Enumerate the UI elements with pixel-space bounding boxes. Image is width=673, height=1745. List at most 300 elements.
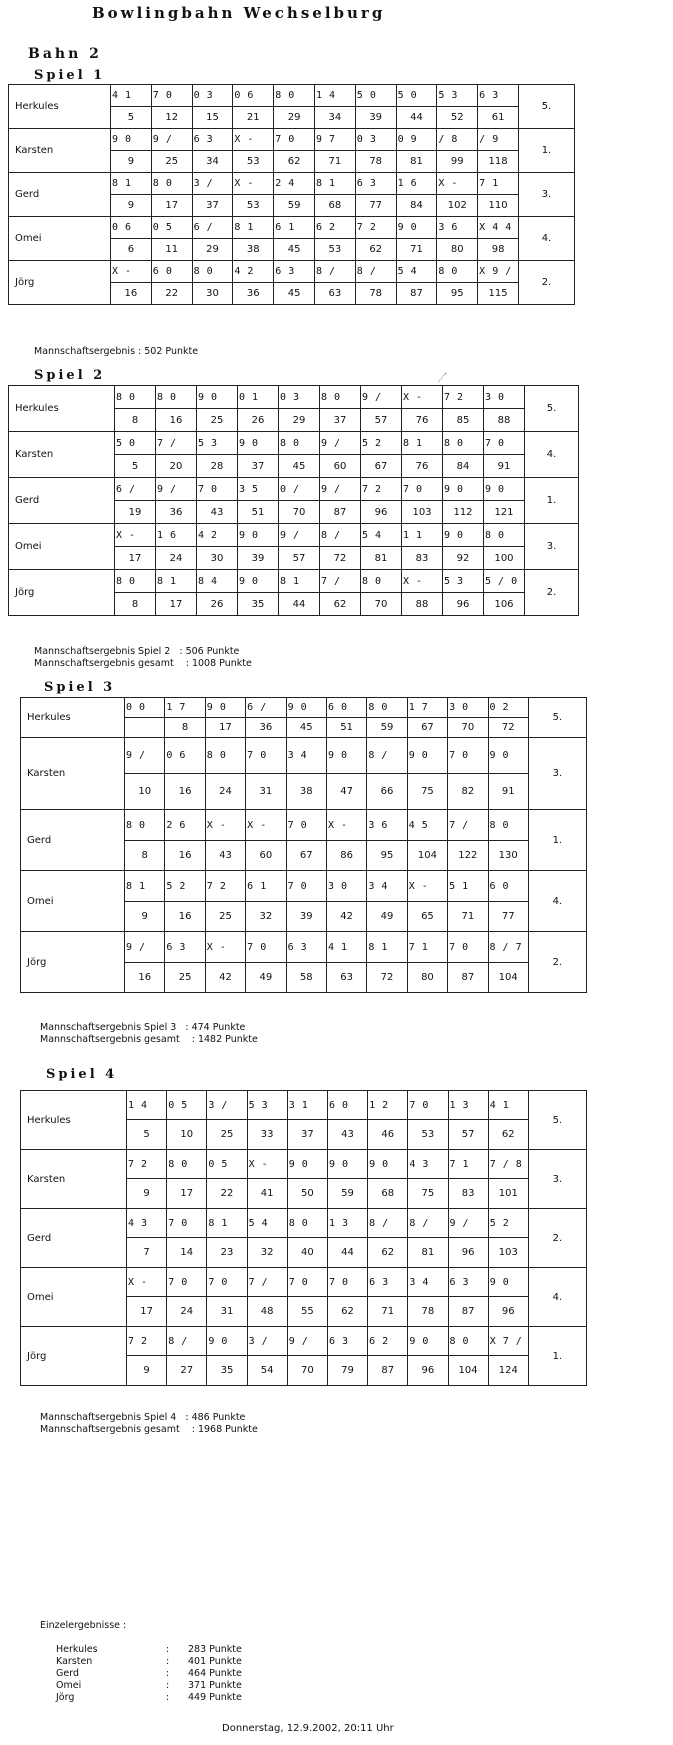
frame-cumulative-score: 29 [279, 409, 320, 432]
player-rank: 3. [528, 738, 586, 810]
frame-cumulative-score: 20 [156, 455, 197, 478]
frame-rolls: 9 0 [287, 1150, 327, 1179]
frame-rolls: 3 1 [287, 1091, 327, 1120]
player-roll-row [9, 173, 575, 195]
player-roll-row [9, 129, 575, 151]
frame-cumulative-score: 30 [192, 283, 233, 305]
frame-cumulative-score: 34 [192, 151, 233, 173]
frame-cumulative-score: 53 [233, 195, 274, 217]
frame-rolls: 5 0 [396, 85, 437, 107]
frame-rolls: 2 6 [165, 810, 205, 841]
frame-cumulative-score: 57 [448, 1120, 488, 1150]
frame-cumulative-score: 87 [368, 1356, 408, 1386]
frame-cumulative-score: 78 [355, 283, 396, 305]
player-roll-row [9, 386, 579, 409]
frame-rolls: 0 / [279, 478, 320, 501]
frame-rolls: 0 5 [167, 1091, 207, 1120]
frame-cumulative-score: 80 [437, 239, 478, 261]
frame-rolls: 1 4 [314, 85, 355, 107]
frame-rolls: 6 3 [286, 932, 326, 963]
frame-cumulative-score: 25 [207, 1120, 247, 1150]
frame-cumulative-score: 8 [165, 718, 205, 738]
frame-cumulative-score: 48 [247, 1297, 287, 1327]
frame-rolls: 8 / [368, 1209, 408, 1238]
frame-rolls: 0 1 [238, 386, 279, 409]
player-rank: 5. [528, 1091, 586, 1150]
separator: : [166, 1644, 170, 1655]
frame-cumulative-score: 62 [327, 1297, 367, 1327]
frame-rolls: 9 0 [197, 386, 238, 409]
frame-cumulative-score: 84 [396, 195, 437, 217]
frame-cumulative-score: 92 [443, 547, 484, 570]
frame-rolls: 8 1 [207, 1209, 247, 1238]
frame-cumulative-score: 55 [287, 1297, 327, 1327]
frame-rolls: 4 1 [326, 932, 366, 963]
frame-cumulative-score [125, 718, 165, 738]
frame-rolls: X - [326, 810, 366, 841]
frame-rolls: 6 3 [274, 261, 315, 283]
frame-rolls: 1 3 [327, 1209, 367, 1238]
frame-rolls: 5 0 [115, 432, 156, 455]
frame-cumulative-score: 50 [287, 1179, 327, 1209]
team-result-line: Mannschaftsergebnis Spiel 3 : 474 Punkte [40, 1022, 246, 1033]
frame-cumulative-score: 67 [407, 718, 447, 738]
frame-rolls: 9 / [320, 432, 361, 455]
frame-rolls: 1 1 [402, 524, 443, 547]
frame-rolls: 7 0 [246, 738, 286, 774]
frame-cumulative-score: 100 [484, 547, 525, 570]
frame-rolls: 1 6 [396, 173, 437, 195]
frame-rolls: 7 2 [361, 478, 402, 501]
frame-cumulative-score: 31 [207, 1297, 247, 1327]
frame-rolls: 8 / [314, 261, 355, 283]
frame-cumulative-score: 45 [274, 283, 315, 305]
frame-rolls: 0 5 [207, 1150, 247, 1179]
frame-cumulative-score: 82 [448, 774, 488, 810]
frame-cumulative-score: 17 [156, 593, 197, 616]
frame-cumulative-score: 39 [355, 107, 396, 129]
frame-cumulative-score: 42 [205, 963, 245, 993]
frame-rolls: 1 6 [156, 524, 197, 547]
frame-cumulative-score: 53 [408, 1120, 448, 1150]
frame-rolls: 9 0 [407, 738, 447, 774]
frame-rolls: 8 0 [274, 85, 315, 107]
frame-rolls: 9 / [151, 129, 192, 151]
frame-rolls: 9 7 [314, 129, 355, 151]
frame-cumulative-score: 36 [233, 283, 274, 305]
scoresheet-table [20, 1090, 587, 1386]
frame-rolls: 2 4 [274, 173, 315, 195]
player-name: Karsten [9, 432, 115, 478]
player-name: Karsten [21, 1150, 127, 1209]
frame-cumulative-score: 37 [192, 195, 233, 217]
frame-rolls: 9 0 [238, 432, 279, 455]
frame-cumulative-score: 87 [448, 1297, 488, 1327]
player-name: Karsten [9, 129, 111, 173]
scoresheet-table [8, 84, 575, 305]
frame-rolls: 9 0 [286, 698, 326, 718]
team-result [40, 1412, 258, 1436]
frame-rolls: 9 0 [488, 738, 528, 774]
frame-rolls: 8 / [367, 738, 407, 774]
player-roll-row [21, 1091, 587, 1120]
frame-rolls: 0 3 [355, 129, 396, 151]
player-name: Omei [21, 1268, 127, 1327]
frame-cumulative-score: 62 [320, 593, 361, 616]
team-result [34, 646, 252, 670]
player-rank: 2. [518, 261, 574, 305]
frame-cumulative-score: 96 [448, 1238, 488, 1268]
frame-rolls: 9 0 [238, 570, 279, 593]
frame-rolls: 4 3 [127, 1209, 167, 1238]
frame-cumulative-score: 37 [287, 1120, 327, 1150]
frame-cumulative-score: 103 [402, 501, 443, 524]
frame-rolls: 7 2 [127, 1150, 167, 1179]
frame-cumulative-score: 21 [233, 107, 274, 129]
frame-cumulative-score: 5 [111, 107, 152, 129]
lane-heading: Bahn 2 [28, 46, 102, 62]
frame-rolls: 9 0 [205, 698, 245, 718]
frame-cumulative-score: 45 [274, 239, 315, 261]
individual-player-name: Herkules [56, 1644, 98, 1655]
individual-heading: Einzelergebnisse : [40, 1620, 127, 1631]
player-roll-row [21, 810, 587, 841]
individual-player-points: 283 Punkte [188, 1644, 242, 1655]
individual-player-name: Karsten [56, 1656, 93, 1667]
player-rank: 5. [525, 386, 579, 432]
frame-rolls: 8 / [408, 1209, 448, 1238]
frame-cumulative-score: 115 [478, 283, 519, 305]
frame-rolls: 8 0 [115, 386, 156, 409]
frame-rolls: 6 / [246, 698, 286, 718]
frame-rolls: 4 2 [233, 261, 274, 283]
frame-rolls: 8 0 [156, 386, 197, 409]
frame-rolls: 6 2 [314, 217, 355, 239]
frame-rolls: 6 3 [355, 173, 396, 195]
frame-cumulative-score: 37 [320, 409, 361, 432]
frame-cumulative-score: 81 [408, 1238, 448, 1268]
team-result-line: Mannschaftsergebnis Spiel 4 : 486 Punkte [40, 1412, 246, 1423]
player-rank: 1. [525, 478, 579, 524]
frame-cumulative-score: 31 [246, 774, 286, 810]
frame-cumulative-score: 62 [274, 151, 315, 173]
separator: : [166, 1680, 170, 1691]
frame-rolls: 7 0 [197, 478, 238, 501]
player-name: Gerd [9, 478, 115, 524]
frame-cumulative-score: 9 [111, 151, 152, 173]
frame-cumulative-score: 45 [286, 718, 326, 738]
frame-rolls: 8 1 [111, 173, 152, 195]
player-roll-row [21, 738, 587, 774]
frame-rolls: 9 / [320, 478, 361, 501]
frame-rolls: 5 3 [247, 1091, 287, 1120]
frame-rolls: 5 1 [448, 871, 488, 902]
frame-cumulative-score: 62 [488, 1120, 528, 1150]
frame-cumulative-score: 7 [127, 1238, 167, 1268]
frame-rolls: 9 0 [484, 478, 525, 501]
frame-cumulative-score: 99 [437, 151, 478, 173]
frame-rolls: 3 4 [286, 738, 326, 774]
frame-cumulative-score: 70 [279, 501, 320, 524]
frame-cumulative-score: 44 [327, 1238, 367, 1268]
frame-cumulative-score: 37 [238, 455, 279, 478]
frame-rolls: 9 / [448, 1209, 488, 1238]
frame-cumulative-score: 39 [286, 902, 326, 932]
frame-cumulative-score: 57 [361, 409, 402, 432]
frame-rolls: 9 / [279, 524, 320, 547]
frame-rolls: 8 / [167, 1327, 207, 1356]
frame-cumulative-score: 104 [448, 1356, 488, 1386]
frame-cumulative-score: 54 [247, 1356, 287, 1386]
player-name: Omei [21, 871, 125, 932]
frame-rolls: 0 9 [396, 129, 437, 151]
player-name: Jörg [21, 932, 125, 993]
frame-rolls: 4 3 [408, 1150, 448, 1179]
individual-results [40, 1596, 242, 1704]
team-result [34, 346, 198, 358]
frame-rolls: 9 0 [207, 1327, 247, 1356]
frame-rolls: 3 5 [238, 478, 279, 501]
frame-rolls: X - [402, 570, 443, 593]
frame-rolls: 4 5 [407, 810, 447, 841]
frame-rolls: X - [127, 1268, 167, 1297]
frame-cumulative-score: 52 [437, 107, 478, 129]
frame-cumulative-score: 29 [274, 107, 315, 129]
frame-rolls: X - [111, 261, 152, 283]
frame-rolls: 3 6 [437, 217, 478, 239]
separator: : [166, 1668, 170, 1679]
frame-cumulative-score: 5 [127, 1120, 167, 1150]
player-roll-row [21, 932, 587, 963]
frame-rolls: 3 4 [367, 871, 407, 902]
frame-rolls: 6 3 [448, 1268, 488, 1297]
frame-rolls: 8 / [355, 261, 396, 283]
frame-cumulative-score: 16 [125, 963, 165, 993]
individual-player-name: Omei [56, 1680, 82, 1691]
frame-rolls: 6 2 [368, 1327, 408, 1356]
frame-cumulative-score: 26 [238, 409, 279, 432]
frame-rolls: 0 6 [165, 738, 205, 774]
frame-rolls: 7 / [448, 810, 488, 841]
frame-cumulative-score: 83 [402, 547, 443, 570]
frame-cumulative-score: 95 [367, 841, 407, 871]
frame-cumulative-score: 103 [488, 1238, 528, 1268]
team-result-line: Mannschaftsergebnis : 502 Punkte [34, 346, 199, 357]
frame-cumulative-score: 47 [326, 774, 366, 810]
frame-rolls: 7 0 [286, 871, 326, 902]
frame-cumulative-score: 75 [408, 1179, 448, 1209]
frame-rolls: 7 2 [205, 871, 245, 902]
frame-rolls: 1 2 [368, 1091, 408, 1120]
frame-cumulative-score: 51 [238, 501, 279, 524]
frame-cumulative-score: 83 [448, 1179, 488, 1209]
frame-rolls: 1 7 [165, 698, 205, 718]
frame-rolls: X - [247, 1150, 287, 1179]
frame-cumulative-score: 59 [274, 195, 315, 217]
frame-cumulative-score: 70 [361, 593, 402, 616]
frame-cumulative-score: 24 [156, 547, 197, 570]
frame-cumulative-score: 91 [488, 774, 528, 810]
frame-cumulative-score: 70 [448, 718, 488, 738]
player-rank: 4. [528, 1268, 586, 1327]
frame-rolls: 6 / [192, 217, 233, 239]
frame-cumulative-score: 101 [488, 1179, 528, 1209]
frame-cumulative-score: 36 [246, 718, 286, 738]
frame-cumulative-score: 88 [484, 409, 525, 432]
frame-cumulative-score: 80 [407, 963, 447, 993]
frame-rolls: 6 / [115, 478, 156, 501]
team-result-line: Mannschaftsergebnis Spiel 2 : 506 Punkte [34, 646, 240, 657]
frame-rolls: 9 0 [327, 1150, 367, 1179]
player-roll-row [21, 698, 587, 718]
frame-rolls: 7 0 [287, 1268, 327, 1297]
frame-cumulative-score: 78 [408, 1297, 448, 1327]
frame-rolls: 8 0 [279, 432, 320, 455]
frame-rolls: 7 0 [246, 932, 286, 963]
frame-cumulative-score: 5 [115, 455, 156, 478]
frame-rolls: 9 / [125, 738, 165, 774]
frame-cumulative-score: 12 [151, 107, 192, 129]
team-result-line: Mannschaftsergebnis gesamt : 1968 Punkte [40, 1424, 258, 1435]
frame-rolls: 7 0 [286, 810, 326, 841]
frame-cumulative-score: 49 [246, 963, 286, 993]
frame-cumulative-score: 76 [402, 455, 443, 478]
frame-cumulative-score: 14 [167, 1238, 207, 1268]
frame-rolls: 8 1 [233, 217, 274, 239]
frame-cumulative-score: 87 [396, 283, 437, 305]
frame-cumulative-score: 16 [156, 409, 197, 432]
frame-rolls: X - [233, 129, 274, 151]
frame-cumulative-score: 46 [368, 1120, 408, 1150]
frame-rolls: X - [407, 871, 447, 902]
player-roll-row [9, 432, 579, 455]
game-title: Spiel 2 [34, 368, 106, 383]
frame-rolls: 0 5 [151, 217, 192, 239]
frame-cumulative-score: 60 [320, 455, 361, 478]
frame-rolls: 4 1 [111, 85, 152, 107]
frame-cumulative-score: 102 [437, 195, 478, 217]
frame-rolls: 8 0 [443, 432, 484, 455]
frame-rolls: 9 0 [396, 217, 437, 239]
frame-cumulative-score: 25 [151, 151, 192, 173]
frame-rolls: 8 4 [197, 570, 238, 593]
frame-cumulative-score: 61 [478, 107, 519, 129]
frame-cumulative-score: 87 [448, 963, 488, 993]
frame-cumulative-score: 44 [396, 107, 437, 129]
player-rank: 1. [528, 810, 586, 871]
frame-cumulative-score: 57 [279, 547, 320, 570]
frame-rolls: 7 1 [407, 932, 447, 963]
frame-cumulative-score: 28 [197, 455, 238, 478]
frame-cumulative-score: 63 [314, 283, 355, 305]
frame-rolls: 9 0 [368, 1150, 408, 1179]
frame-rolls: 5 3 [443, 570, 484, 593]
frame-cumulative-score: 26 [197, 593, 238, 616]
frame-cumulative-score: 25 [165, 963, 205, 993]
frame-rolls: X - [246, 810, 286, 841]
frame-rolls: 7 0 [167, 1268, 207, 1297]
frame-rolls: 1 7 [407, 698, 447, 718]
player-roll-row [9, 217, 575, 239]
frame-rolls: 0 0 [125, 698, 165, 718]
frame-rolls: 7 0 [448, 738, 488, 774]
frame-cumulative-score: 96 [361, 501, 402, 524]
player-name: Jörg [21, 1327, 127, 1386]
frame-rolls: 8 0 [361, 570, 402, 593]
frame-cumulative-score: 17 [167, 1179, 207, 1209]
frame-cumulative-score: 72 [320, 547, 361, 570]
frame-rolls: / 9 [478, 129, 519, 151]
frame-rolls: 8 0 [205, 738, 245, 774]
frame-rolls: 5 2 [165, 871, 205, 902]
frame-rolls: 6 0 [327, 1091, 367, 1120]
game-title: Spiel 3 [44, 680, 116, 695]
frame-cumulative-score: 75 [407, 774, 447, 810]
frame-rolls: 3 / [207, 1091, 247, 1120]
player-rank: 2. [528, 932, 586, 993]
frame-rolls: 8 0 [192, 261, 233, 283]
frame-rolls: 6 3 [368, 1268, 408, 1297]
frame-cumulative-score: 104 [488, 963, 528, 993]
frame-rolls: 8 0 [437, 261, 478, 283]
print-timestamp: Donnerstag, 12.9.2002, 20:11 Uhr [222, 1723, 394, 1734]
frame-rolls: 1 4 [127, 1091, 167, 1120]
frame-cumulative-score: 8 [115, 409, 156, 432]
frame-rolls: 7 0 [408, 1091, 448, 1120]
frame-rolls: 0 6 [233, 85, 274, 107]
frame-rolls: 6 0 [488, 871, 528, 902]
frame-cumulative-score: 39 [238, 547, 279, 570]
frame-cumulative-score: 16 [165, 902, 205, 932]
frame-rolls: 7 0 [274, 129, 315, 151]
frame-cumulative-score: 30 [197, 547, 238, 570]
frame-cumulative-score: 87 [320, 501, 361, 524]
frame-cumulative-score: 22 [151, 283, 192, 305]
frame-cumulative-score: 62 [355, 239, 396, 261]
player-roll-row [21, 871, 587, 902]
frame-cumulative-score: 66 [367, 774, 407, 810]
frame-cumulative-score: 77 [355, 195, 396, 217]
frame-rolls: 3 0 [448, 698, 488, 718]
separator: : [166, 1692, 170, 1703]
player-name: Gerd [21, 810, 125, 871]
frame-cumulative-score: 71 [448, 902, 488, 932]
player-roll-row [21, 1327, 587, 1356]
frame-rolls: 6 3 [165, 932, 205, 963]
frame-cumulative-score: 17 [127, 1297, 167, 1327]
frame-rolls: 8 0 [367, 698, 407, 718]
frame-cumulative-score: 8 [125, 841, 165, 871]
frame-cumulative-score: 17 [151, 195, 192, 217]
individual-player-points: 449 Punkte [188, 1692, 242, 1703]
frame-cumulative-score: 35 [207, 1356, 247, 1386]
frame-cumulative-score: 110 [478, 195, 519, 217]
player-roll-row [9, 261, 575, 283]
player-rank: 3. [525, 524, 579, 570]
player-rank: 4. [525, 432, 579, 478]
frame-cumulative-score: 86 [326, 841, 366, 871]
frame-cumulative-score: 79 [327, 1356, 367, 1386]
frame-rolls: 3 0 [484, 386, 525, 409]
frame-rolls: 5 0 [355, 85, 396, 107]
player-rank: 4. [518, 217, 574, 261]
frame-rolls: 8 1 [367, 932, 407, 963]
frame-cumulative-score: 22 [207, 1179, 247, 1209]
frame-rolls: 7 2 [127, 1327, 167, 1356]
frame-rolls: 7 / [320, 570, 361, 593]
frame-rolls: X - [205, 932, 245, 963]
frame-rolls: 4 2 [197, 524, 238, 547]
